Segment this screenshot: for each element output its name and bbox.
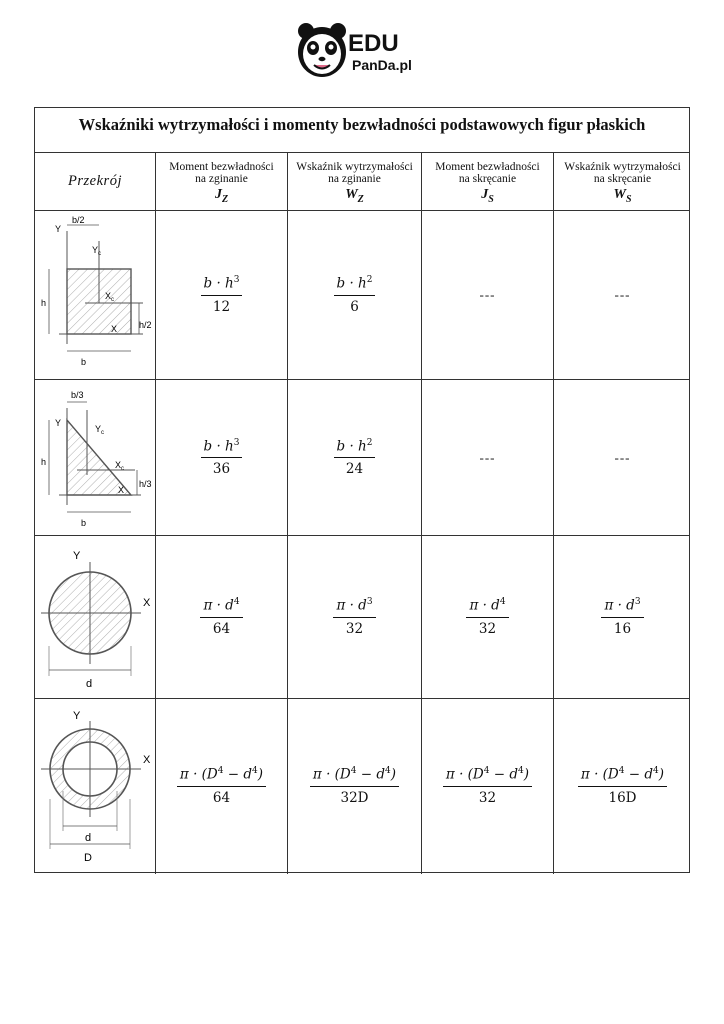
tri-wz: $\frac{b \cdot h^2}{24}$	[288, 380, 421, 535]
ring-ws: $\frac{\pi \cdot (D^4 - d^4)}{16D}$	[554, 699, 691, 873]
header-col1: Moment bezwładności na zginanie $J_Z$	[169, 161, 274, 205]
tri-jz: $\frac{b \cdot h^3}{36}$	[156, 380, 287, 535]
rect-label-h2: h/2	[139, 320, 152, 330]
tri-label-h3: h/3	[139, 479, 152, 489]
ring-jz: $\frac{\pi \cdot (D^4 - d^4)}{64}$	[156, 699, 287, 873]
tri-label-x: X	[118, 485, 125, 495]
rect-js: ---	[479, 287, 496, 302]
rect-label-h: h	[41, 298, 47, 308]
rect-wz: $\frac{b \cdot h^2}{6}$	[288, 211, 421, 379]
circle-jz: $\frac{\pi \cdot d^4}{64}$	[156, 536, 287, 698]
ring-wz: $\frac{\pi \cdot (D^4 - d^4)}{32D}$	[288, 699, 421, 873]
circle-wz: $\frac{\pi \cdot d^3}{32}$	[288, 536, 421, 698]
rect-label-b: b	[81, 357, 87, 367]
tri-label-xc: $X_c$	[115, 460, 125, 472]
rect-label-y: Y	[55, 224, 62, 234]
circle-label-d: d	[86, 678, 93, 690]
tri-label-b3: b/3	[71, 390, 84, 400]
rect-ws: ---	[614, 287, 631, 302]
formula-table	[34, 107, 690, 873]
tri-label-yc: $Y_c$	[95, 424, 105, 436]
tri-js: ---	[479, 449, 496, 465]
circle-label-x: X	[143, 597, 151, 609]
ring-label-D: D	[84, 852, 92, 864]
edupanda-logo	[296, 22, 426, 80]
circle-ws: $\frac{\pi \cdot d^3}{16}$	[554, 536, 691, 698]
ring-diagram	[35, 699, 155, 873]
header-col3: Moment bezwładności na skręcanie $J_S$	[435, 161, 540, 205]
rect-label-xc: $X_c$	[105, 291, 115, 303]
ring-js: $\frac{\pi \cdot (D^4 - d^4)}{32}$	[422, 699, 553, 873]
circle-label-y: Y	[73, 550, 81, 562]
rectangle-diagram	[35, 211, 155, 379]
logo-text-bottom: PanDa.pl	[352, 57, 412, 73]
tri-label-h: h	[41, 457, 47, 467]
ring-label-d: d	[85, 832, 92, 844]
rect-label-x: X	[111, 324, 118, 334]
ring-label-y: Y	[73, 710, 81, 722]
circle-diagram	[35, 536, 155, 698]
header-col2: Wskaźnik wytrzymałości na zginanie $W_Z$	[296, 161, 413, 205]
logo-text-top: EDU	[348, 30, 399, 57]
triangle-diagram	[35, 380, 155, 535]
rect-label-yc: $Y_c$	[92, 245, 102, 257]
rect-jz: $\frac{b \cdot h^3}{12}$	[156, 211, 287, 379]
tri-ws: ---	[614, 449, 631, 465]
ring-label-x: X	[143, 754, 151, 766]
header-col4: Wskaźnik wytrzymałości na skręcanie $W_S$	[564, 161, 681, 205]
rect-label-b2: b/2	[72, 215, 85, 225]
table-title: Wskaźniki wytrzymałości i momenty bezwładności podstawowych figur płaskich	[78, 115, 646, 134]
tri-label-y: Y	[55, 418, 62, 428]
tri-label-b: b	[81, 518, 87, 528]
header-section: Przekrój	[68, 172, 122, 189]
circle-js: $\frac{\pi \cdot d^4}{32}$	[422, 536, 553, 698]
